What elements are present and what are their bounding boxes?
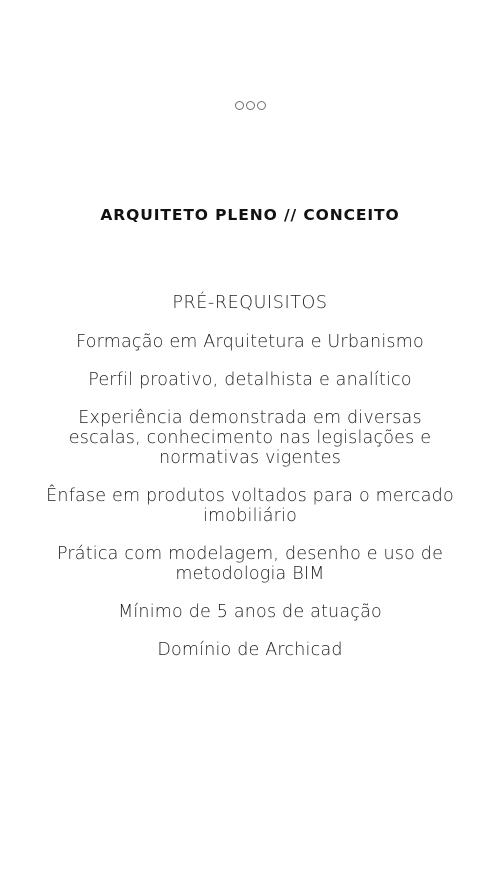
requirement-item: Mínimo de 5 anos de atuação (118, 602, 382, 622)
requirements-section (40, 293, 460, 678)
requirement-item: Formação em Arquitetura e Urbanismo (76, 332, 424, 352)
section-heading: PRÉ-REQUISITOS (172, 293, 328, 313)
dot-icon (246, 101, 255, 110)
page-title: ARQUITETO PLENO // CONCEITO (100, 206, 400, 224)
three-dots-icon[interactable] (0, 101, 500, 110)
requirement-item: Domínio de Archicad (157, 640, 343, 660)
requirement-item: Experiência demonstrada em diversas escalas, conhecimento nas legislações e normativas vigentes (68, 408, 432, 468)
dot-icon (257, 101, 266, 110)
requirement-item: Perfil proativo, detalhista e analítico (88, 370, 412, 390)
requirement-item: Ênfase em produtos voltados para o mercado imobiliário (46, 486, 454, 526)
dot-icon (235, 101, 244, 110)
requirement-item: Prática com modelagem, desenho e uso de metodologia BIM (56, 544, 444, 584)
